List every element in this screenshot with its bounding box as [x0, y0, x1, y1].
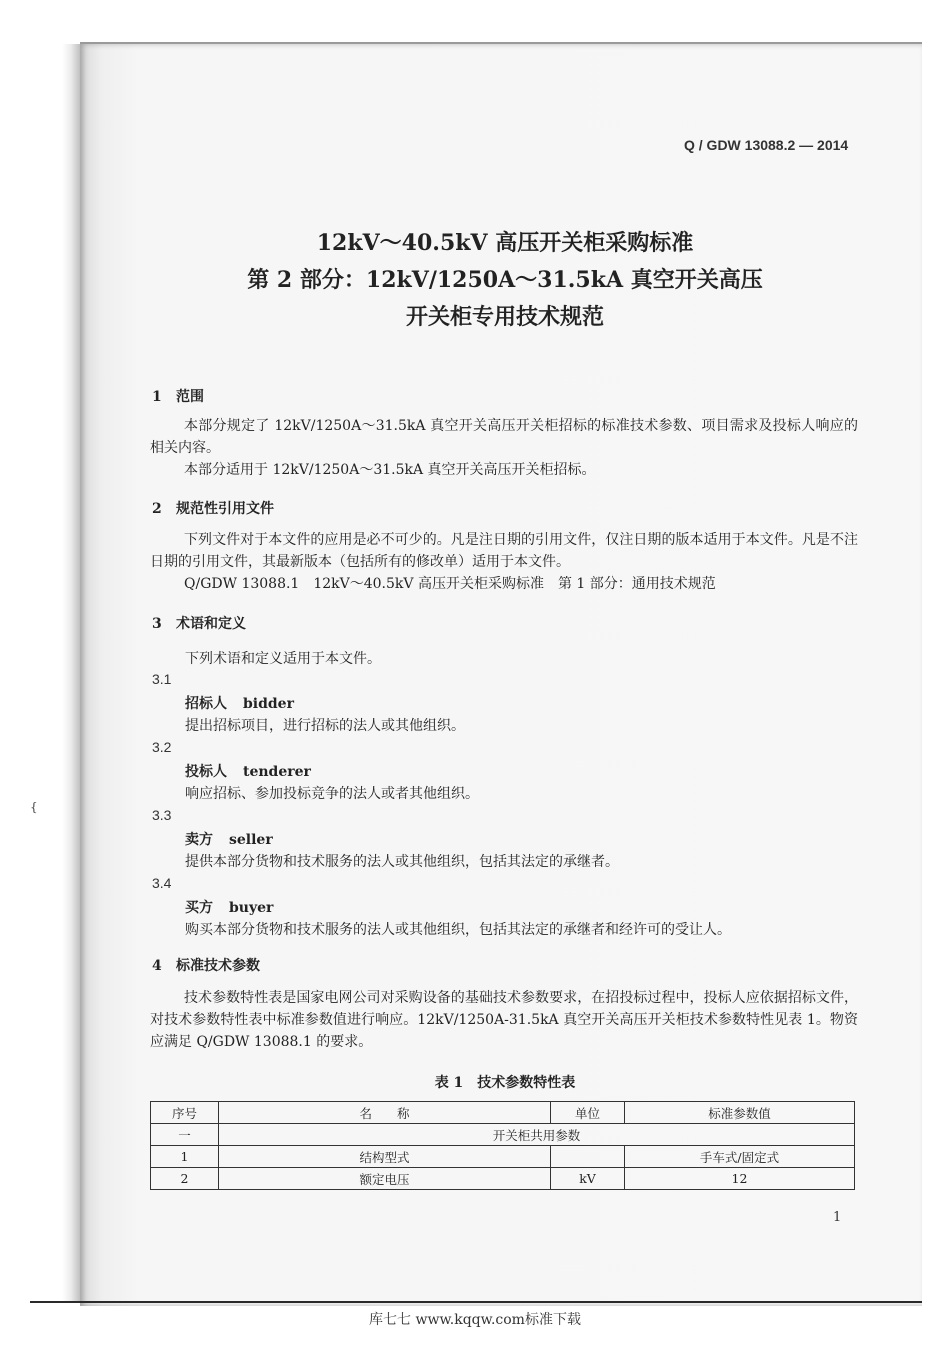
term-definition: 提出招标项目，进行招标的法人或其他组织。: [185, 718, 465, 734]
cell-value: 12: [625, 1168, 855, 1190]
term-zh: 投标人: [185, 764, 227, 780]
header-seq: 序号: [151, 1102, 219, 1124]
term-en: bidder: [243, 696, 294, 712]
section-2-body: [150, 529, 858, 595]
section-1-body: [150, 415, 858, 481]
term-definition: 响应招标、参加投标竞争的法人或者其他组织。: [185, 786, 479, 802]
term-definition: 购买本部分货物和技术服务的法人或其他组织，包括其法定的承继者和经许可的受让人。: [185, 922, 731, 938]
table-group-row: [151, 1124, 855, 1146]
group-seq: 一: [151, 1124, 219, 1146]
section-3-heading: [152, 613, 246, 633]
paragraph: 下列文件对于本文件的应用是必不可少的。凡是注日期的引用文件，仅注日期的版本适用于本文件。凡是不注日期的引用文件，其最新版本（包括所有的修改单）适用于本文件。: [150, 532, 858, 570]
paragraph: 本部分适用于 12kV/1250A～31.5kA 真空开关高压开关柜招标。: [184, 462, 596, 478]
section-title: 规范性引用文件: [176, 501, 274, 517]
term-name: [185, 829, 273, 849]
term-number: 3.2: [152, 739, 172, 755]
section-2-heading: [152, 498, 274, 518]
cell-seq: 1: [151, 1146, 219, 1168]
section-number: 1: [152, 389, 162, 405]
table-row: [151, 1146, 855, 1168]
section-3-intro: 下列术语和定义适用于本文件。: [185, 651, 381, 667]
term-en: tenderer: [243, 764, 311, 780]
table-row: [151, 1168, 855, 1190]
document-code: Q / GDW 13088.2 — 2014: [684, 137, 849, 153]
term-name: [185, 761, 311, 781]
cell-unit: [551, 1146, 625, 1168]
table-caption: 表 1 技术参数特性表: [434, 1075, 576, 1091]
paragraph: 技术参数特性表是国家电网公司对采购设备的基础技术参数要求，在招投标过程中，投标人应依据招标文件，对技术参数特性表中标准参数值进行响应。12kV/1250A-31.5kA 真空开关高压开关柜技术参数特性见表 1。物资应满足 Q/GDW 13088.1 的要求。: [150, 990, 858, 1050]
header-unit: 单位: [551, 1102, 625, 1124]
section-number: 3: [152, 616, 162, 632]
footer-watermark-text: 库七七 www.kqqw.com标准下载: [369, 1312, 581, 1328]
table-header-row: [151, 1102, 855, 1124]
page-bottom-edge: [30, 1301, 922, 1303]
margin-mark: {: [30, 800, 38, 814]
page-number: 1: [833, 1210, 842, 1225]
cell-unit: kV: [551, 1168, 625, 1190]
header-name: 名 称: [219, 1102, 551, 1124]
term-definition: 提供本部分货物和技术服务的法人或其他组织，包括其法定的承继者。: [185, 854, 619, 870]
term-zh: 招标人: [185, 696, 227, 712]
term-en: buyer: [229, 900, 274, 916]
term-name: [185, 693, 294, 713]
paragraph: 本部分规定了 12kV/1250A～31.5kA 真空开关高压开关柜招标的标准技术参数、项目需求及投标人响应的相关内容。: [150, 418, 858, 456]
title-line-1: 12kV～40.5kV 高压开关柜采购标准: [316, 230, 694, 256]
term-name: [185, 897, 273, 917]
spec-table: [150, 1101, 855, 1190]
section-title: 范围: [176, 389, 204, 405]
section-number: 2: [152, 501, 162, 517]
section-4-heading: [152, 955, 260, 975]
term-number: 3.1: [152, 671, 172, 687]
header-value: 标准参数值: [625, 1102, 855, 1124]
cell-seq: 2: [151, 1168, 219, 1190]
group-label: 开关柜共用参数: [219, 1124, 855, 1146]
term-number: 3.3: [152, 807, 172, 823]
title-line-2: 第 2 部分：12kV/1250A～31.5kA 真空开关高压: [247, 267, 763, 293]
term-zh: 买方: [185, 900, 213, 916]
cell-value: 手车式/固定式: [625, 1146, 855, 1168]
term-en: seller: [229, 832, 273, 848]
section-1-heading: [152, 386, 204, 406]
section-title: 标准技术参数: [176, 958, 260, 974]
term-number: 3.4: [152, 875, 172, 891]
section-number: 4: [152, 958, 162, 974]
term-zh: 卖方: [185, 832, 213, 848]
section-title: 术语和定义: [176, 616, 246, 632]
title-line-3: 开关柜专用技术规范: [405, 304, 604, 330]
section-4-body: [150, 987, 858, 1053]
cell-name: 结构型式: [219, 1146, 551, 1168]
normative-reference: Q/GDW 13088.1 12kV～40.5kV 高压开关柜采购标准 第 1 部分：通用技术规范: [184, 576, 716, 592]
cell-name: 额定电压: [219, 1168, 551, 1190]
